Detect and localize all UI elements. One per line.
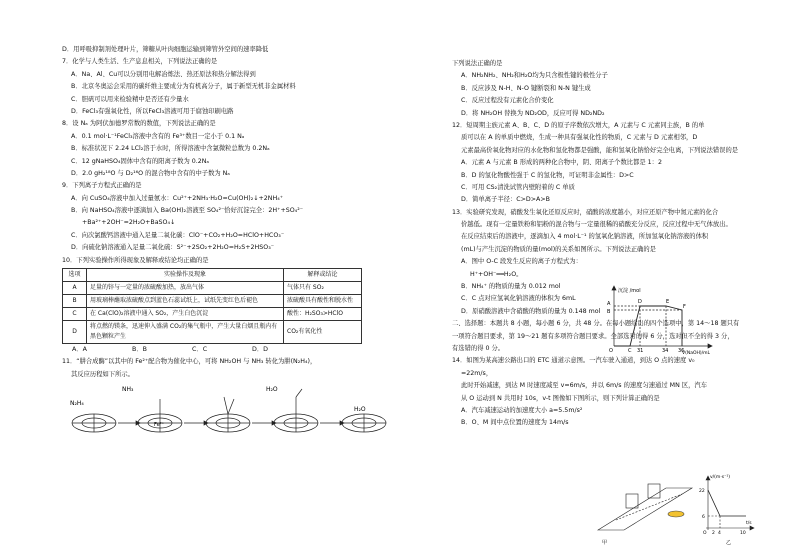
table-cell: 将点燃的镁条，迅速伸入盛满 CO₂的集气瓶中，产生大量白烟且瓶内有黑色颗粒产生 (87, 321, 284, 344)
table-cell: 用玻璃棒蘸取浓硫酸点到蓝色石蕊试纸上，试纸先变红色后褪色 (87, 295, 284, 308)
point-a: A (607, 301, 611, 307)
point-b: B (607, 309, 611, 315)
q8-option: C．12 gNaHSO₄固体中含有的阳离子数为 0.2Nₐ (71, 157, 209, 165)
table-cell: 酸性：H₂SO₃>HClO (284, 308, 362, 321)
q12-option: A．元素 A 与元素 B 形成的两种化合物中，阴、阳离子个数比都是 1：2 (461, 159, 662, 167)
q8-option: A．0.1 mol·L⁻¹FeCl₃溶液中含有的 Fe³⁺数目一定小于 0.1 Nₐ (71, 132, 245, 140)
q9-stem: 9．下列离子方程式正确的是 (62, 182, 142, 190)
graph-xlabel: V(NaOH)/mL (682, 351, 711, 356)
table-row (63, 295, 362, 308)
tick-31: 31 (637, 348, 644, 354)
q14-option: B．O、M 间中点位置的速度为 14m/s (461, 419, 569, 427)
vt-6: 6 (702, 515, 705, 520)
choice-b: B．B (132, 346, 147, 354)
table-cell: 气体只有 SO₂ (284, 282, 362, 295)
fig-jia: 甲 (602, 540, 608, 546)
label-h2o-2: H₂O (354, 406, 366, 414)
tick-34: 34 (662, 348, 669, 354)
q11-option: A．NH₂NH₂、NH₂和H₂O均为只含极性键的极性分子 (461, 72, 608, 80)
reaction-mechanism-diagram (62, 381, 392, 451)
q7-option: B．北京冬奥运会采用的碳纤维主要成分为有机高分子，属于新型无机非金属材料 (71, 83, 296, 91)
table-row (63, 321, 362, 344)
q9-option-cont: +Ba²⁺+2OH⁻=2H₂O+BaSO₄↓ (82, 219, 176, 227)
vt-tlabel: t/s (746, 521, 752, 526)
tick-o: O (609, 348, 613, 354)
q13-line: 价越低。现有一定量铁粉和铝粉的混合物与一定量很稀的硝酸充分反应，反应过程中无气体放出。 (461, 221, 732, 229)
table-header: 解释或结论 (284, 269, 362, 282)
q11-option: D．将 NH₂OH 替换为 ND₂OD，反应可得 ND₂ND₂ (461, 109, 605, 117)
q13-stem: 13．实验研究发现，硝酸发生氧化还原反应时，硝酸的浓度越小，对应还原产物中氮元素的化合 (452, 208, 719, 216)
right-column (452, 0, 757, 549)
q13-option: B．NH₄⁺ 的物质的量为 0.012 mol (461, 283, 561, 291)
q8-stem: 8．设 Nₐ 为阿伏加德罗常数的数值，下列说法正确的是 (62, 120, 216, 128)
table-row (63, 308, 362, 321)
q14-line: 此时开始减速，到达 M 时速度减至 v=6m/s，并以 6m/s 的速度匀速通过 MN 区，汽车 (461, 382, 707, 390)
vt-4: 4 (718, 531, 721, 536)
q11-stem: 11．“肼合成酶”以其中的 Fe²⁺配合物为催化中心，可将 NH₂OH 与 NH₃ 转化为肼(N₂H₄)， (62, 358, 317, 366)
q12-stem: 12．短周期主族元素 A、B、C、D 的原子序数依次增大，A 元素与 C 元素同主族，B 的单 (452, 121, 705, 129)
graph-ylabel: 沉淀 /mol (618, 288, 641, 294)
tick-36: 36 (678, 348, 685, 354)
q8-option: B．标准状况下 2.24 LCl₂溶于水时，所得溶液中含氯微粒总数为 0.2Nₐ (71, 145, 270, 153)
q9-option: B．向 NaHSO₄溶液中逐滴加入 Ba(OH)₂溶液至 SO₄²⁻恰好沉淀完全：2H⁺+SO₄²⁻ (71, 207, 304, 215)
precipitate-graph (604, 284, 716, 356)
q13-option: A．图中 O-C 段发生反应的离子方程式为： (461, 258, 582, 266)
table-cell: 在 Ca(ClO)₂溶液中通入 SO₂，产生白色沉淀 (87, 308, 284, 321)
q12-line: 元素最高价氧化物对应的水化物和氢化物都是强酸，能和氢氧化钠恰好完全电离，下列说法错误的是 (461, 146, 739, 154)
q13-option-cont: H⁺+OH⁻══H₂O。 (470, 270, 523, 278)
q10-stem: 10．下列实验操作所得现象及解释或结论均正确的是 (62, 256, 209, 264)
table-cell: 浓硫酸具有酸性和脱水性 (284, 295, 362, 308)
label-nh3: NH₃ (122, 386, 134, 394)
q14-line: =22m/s， (461, 369, 493, 377)
q10-choices (62, 344, 392, 356)
section-2-text: 有选错的得 0 分。 (452, 344, 505, 352)
q14-line: 从 O 运动到 N 共用时 10s，v-t 图像如下图所示，则下列计算正确的是 (461, 394, 660, 402)
q12-line: 质可以在 A 的单质中燃烧，生成一种具有强氧化性的物质，C 元素与 D 元素相邻，D (461, 134, 698, 142)
point-f: F (683, 304, 686, 310)
choice-c: C．C (192, 346, 208, 354)
q12-option: C．可用 CS₂清洗试管内壁附着的 C 单质 (461, 183, 575, 191)
table-header: 实验操作及现象 (87, 269, 284, 282)
table-header: 选项 (63, 269, 87, 282)
q14-option: A．汽车减速运动的加速度大小 a=5.5m/s² (461, 406, 583, 414)
q7-option: A．Na、Al、Cu可以分别用电解冶炼法、热还原法和热分解法得到 (71, 70, 256, 78)
q13-option: C．C 点对应氢氧化钠溶液的体积为 6mL (461, 295, 576, 303)
q12-option: D．简单离子半径：C>D>A>B (461, 196, 550, 204)
q9-option: C．向次氯酸钙溶液中通入足量二氧化碳：ClO⁻+CO₂+H₂O=HClO+HCO₃⁻ (71, 231, 285, 239)
q10-table (62, 268, 362, 344)
q6-option-d: D．用呼吸抑制剂处理叶片，筛糖从叶肉细胞运输到筛管外空间的速率降低 (62, 46, 269, 53)
q9-option: A．向 CuSO₄溶液中加入过量氨水：Cu²⁺+2NH₃·H₂O=Cu(OH)₂↓+2NH₄⁺ (71, 194, 284, 202)
section-2-text: 一项符合题目要求，第 19～21 题有多项符合题目要求。全部选对的得 6 分，选对但不全的得 3 分， (452, 332, 734, 340)
q14-stem: 14．如图为某高速公路出口的 ETC 通道示意图。一汽车驶入通道，到达 O 点的速度 v₀ (452, 357, 695, 365)
table-cell: 足量的锌与一定量的浓硫酸加热，放出气体 (87, 282, 284, 295)
q13-line: 在反应结束后的溶液中，逐滴加入 4 mol·L⁻¹ 的氢氧化钠溶液，所加氢氧化钠溶液的体积 (461, 233, 709, 241)
tick-c: C (628, 348, 632, 354)
left-column (62, 0, 392, 549)
q11-option: C．反应过程没有元素化合价变化 (461, 97, 554, 105)
table-cell: C (63, 308, 87, 321)
q9-option: D．向硫化钠溶液通入足量二氧化硫：S²⁻+2SO₂+2H₂O=H₂S+2HSO₃⁻ (71, 244, 275, 252)
q13-line: (mL)与产生沉淀的物质的量(mol)的关系如图所示。下列说法正确的是 (461, 245, 656, 253)
q8-option: D．2.0 gH₂¹⁸O 与 D₂¹⁶O 的混合物中含有的中子数为 Nₐ (71, 169, 230, 177)
q7-stem: 7．化学与人类生活、生产息息相关，下列说法正确的是 (62, 58, 218, 66)
table-cell: A (63, 282, 87, 295)
label-fe: Fe²⁺ (154, 422, 165, 429)
q7-option: D．FeCl₃有强氧化性，所以FeCl₃溶液可用于腐蚀印刷电路 (71, 107, 234, 115)
table-row (63, 282, 362, 295)
q7-option: C．胆矾可以用来检验精中是否还有少量水 (71, 95, 189, 103)
label-h2o: H₂O (266, 386, 278, 394)
vt-22: 22 (699, 489, 705, 494)
table-header-row (63, 269, 362, 282)
table-cell: CO₂有氧化性 (284, 321, 362, 344)
vt-o: O (703, 531, 707, 536)
table-cell: B (63, 295, 87, 308)
q12-option: B．D 的氢化物酸性强于 C 的氢化物，可证明非金属性：D>C (461, 171, 634, 179)
point-d: D (638, 299, 642, 305)
fig-yi: 乙 (726, 540, 732, 546)
choice-d: D．D (252, 346, 268, 354)
choice-a: A．A (72, 346, 87, 354)
vt-10: 10 (740, 531, 746, 536)
q13-option: D．原硝酸溶液中含硝酸的物质的量为 0.148 mol (461, 307, 601, 315)
vt-ylabel: v/(m·s⁻¹) (710, 475, 731, 480)
vt-2: 2 (712, 531, 715, 536)
q11-tail: 下列说法正确的是 (452, 60, 503, 67)
label-n2h4: N₂H₄ (70, 400, 84, 408)
q11-stem-cont: 其反应历程如下所示。 (71, 370, 134, 378)
point-e: E (666, 299, 670, 305)
section-2-heading: 二、选择题：本题共 8 小题，每小题 6 分，共 48 分。在每小题给出的四个选项中，第 14～18 题只有 (452, 320, 740, 328)
etc-lane-figure (596, 468, 756, 548)
q11-option: B．反应涉及 N-H、N-O 键断裂和 N-N 键生成 (461, 84, 591, 92)
table-cell: D (63, 321, 87, 344)
